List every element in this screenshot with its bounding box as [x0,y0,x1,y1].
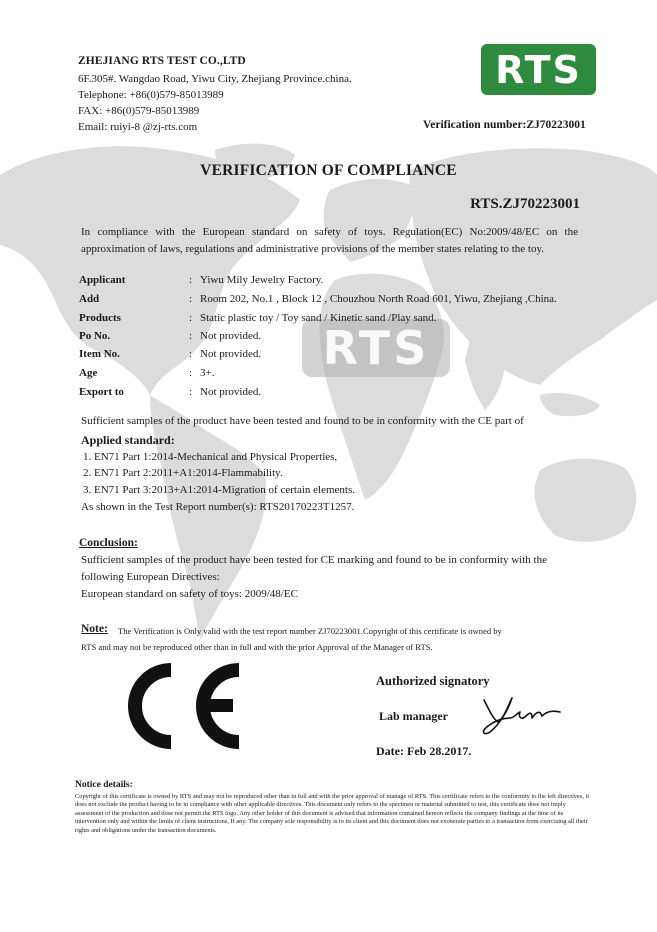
conclusion-line-2: following European Directives: [81,571,220,583]
company-name: ZHEJIANG RTS TEST CO.,LTD [78,55,246,67]
field-value-po-no: Not provided. [200,330,262,342]
field-label-products: Products [79,312,121,324]
field-label-item-no: Item No. [79,348,120,360]
standard-item-2: 2. EN71 Part 2:2011+A1:2014-Flammability. [83,467,283,479]
rts-logo-text: RTS [495,47,582,92]
company-address: 6F.305#. Wangdao Road, Yiwu City, Zhejiang Province.china. [78,73,352,85]
applied-standard-heading: Applied standard: [81,433,175,447]
field-colon: : [189,367,193,379]
field-label-add: Add [79,293,100,305]
field-label-applicant: Applicant [79,274,126,286]
test-report-line: As shown in the Test Report number(s): RTS20170223T1257. [81,501,355,513]
rts-logo [481,44,596,95]
authorized-signatory: Authorized signatory [376,674,490,688]
rts-watermark-text: RTS [322,321,430,375]
field-label-age: Age [79,367,98,379]
company-telephone: Telephone: +86(0)579-85013989 [78,89,224,101]
standard-item-1: 1. EN71 Part 1:2014-Mechanical and Physical Properties, [83,451,338,463]
note-line-2: RTS and may not be reproduced other than in full and with the prior Approval of the Manager of RTS. [81,642,433,652]
notice-heading: Notice details: [75,780,133,790]
signature-date: Date: Feb 28.2017. [376,744,472,758]
conclusion-line-1: Sufficient samples of the product have been tested for CE marking and found to be in conformity with the [81,554,547,566]
standard-item-3: 3. EN71 Part 3:2013+A1:2014-Migration of certain elements. [83,484,355,496]
signatory-role: Lab manager [379,709,448,723]
field-value-item-no: Not provided. [200,348,262,360]
field-value-applicant: Yiwu Mily Jewelry Factory. [200,274,324,286]
field-colon: : [189,312,193,324]
field-colon: : [189,293,193,305]
conclusion-line-3: European standard on safety of toys: 2009/48/EC [81,588,298,600]
field-value-export-to: Not provided. [200,386,262,398]
note-line-1: The Verification is Only valid with the test report number ZJ70223001.Copyright of this certificate is owned by [118,626,502,636]
field-value-products: Static plastic toy / Toy sand / Kinetic sand /Play sand. [200,312,437,324]
field-label-export-to: Export to [79,386,124,398]
field-colon: : [189,330,193,342]
field-colon: : [189,386,193,398]
signature-icon [470,692,570,737]
field-colon: : [189,348,193,360]
page-title: VERIFICATION OF COMPLIANCE [200,162,457,179]
field-value-age: 3+. [200,367,215,379]
note-heading: Note: [81,623,108,635]
ce-mark-icon [113,660,245,752]
certificate-number: RTS.ZJ70223001 [470,196,580,212]
notice-text: Copyright of this certificate is owned by RTS and may not be reproduced other than in full and with the prior approval of manage of RTS. This certificate refers to the conformity to the left directives, it does not exclude the product having to be in compliance with other applicable directives. This document only refers to the specimen or material submitted to test, this certificate dose not imply assessment of the production and dose not permit the RTS logo. Any other holder of this document is advised that information contained hereon reflects the company findings at the time of its intervention only and within the limits of client instructions, If any. The company sole responsibility is to its client and this document does not exonerate parties to a transaction from exercising all their rights and obligations under the transaction documents. [75,793,590,834]
rts-watermark [302,319,450,377]
conclusion-heading: Conclusion: [79,537,138,549]
company-fax: FAX: +86(0)579-85013989 [78,105,200,117]
field-colon: : [189,274,193,286]
field-value-add: Room 202, No.1 , Block 12 , Chouzhou North Road 601, Yiwu, Zhejiang ,China. [200,293,557,305]
field-label-po-no: Po No. [79,330,111,342]
company-email: Email: ruiyi-8 @zj-rts.com [78,121,198,133]
samples-statement: Sufficient samples of the product have been tested and found to be in conformity with the CE part of [81,415,524,427]
intro-paragraph: In compliance with the European standard on safety of toys. Regulation(EC) No:2009/48/EC on the approximation of laws, regulations and administrative provisions of the member states relating to the toy. [81,226,578,255]
verification-number: Verification number:ZJ70223001 [423,119,586,131]
